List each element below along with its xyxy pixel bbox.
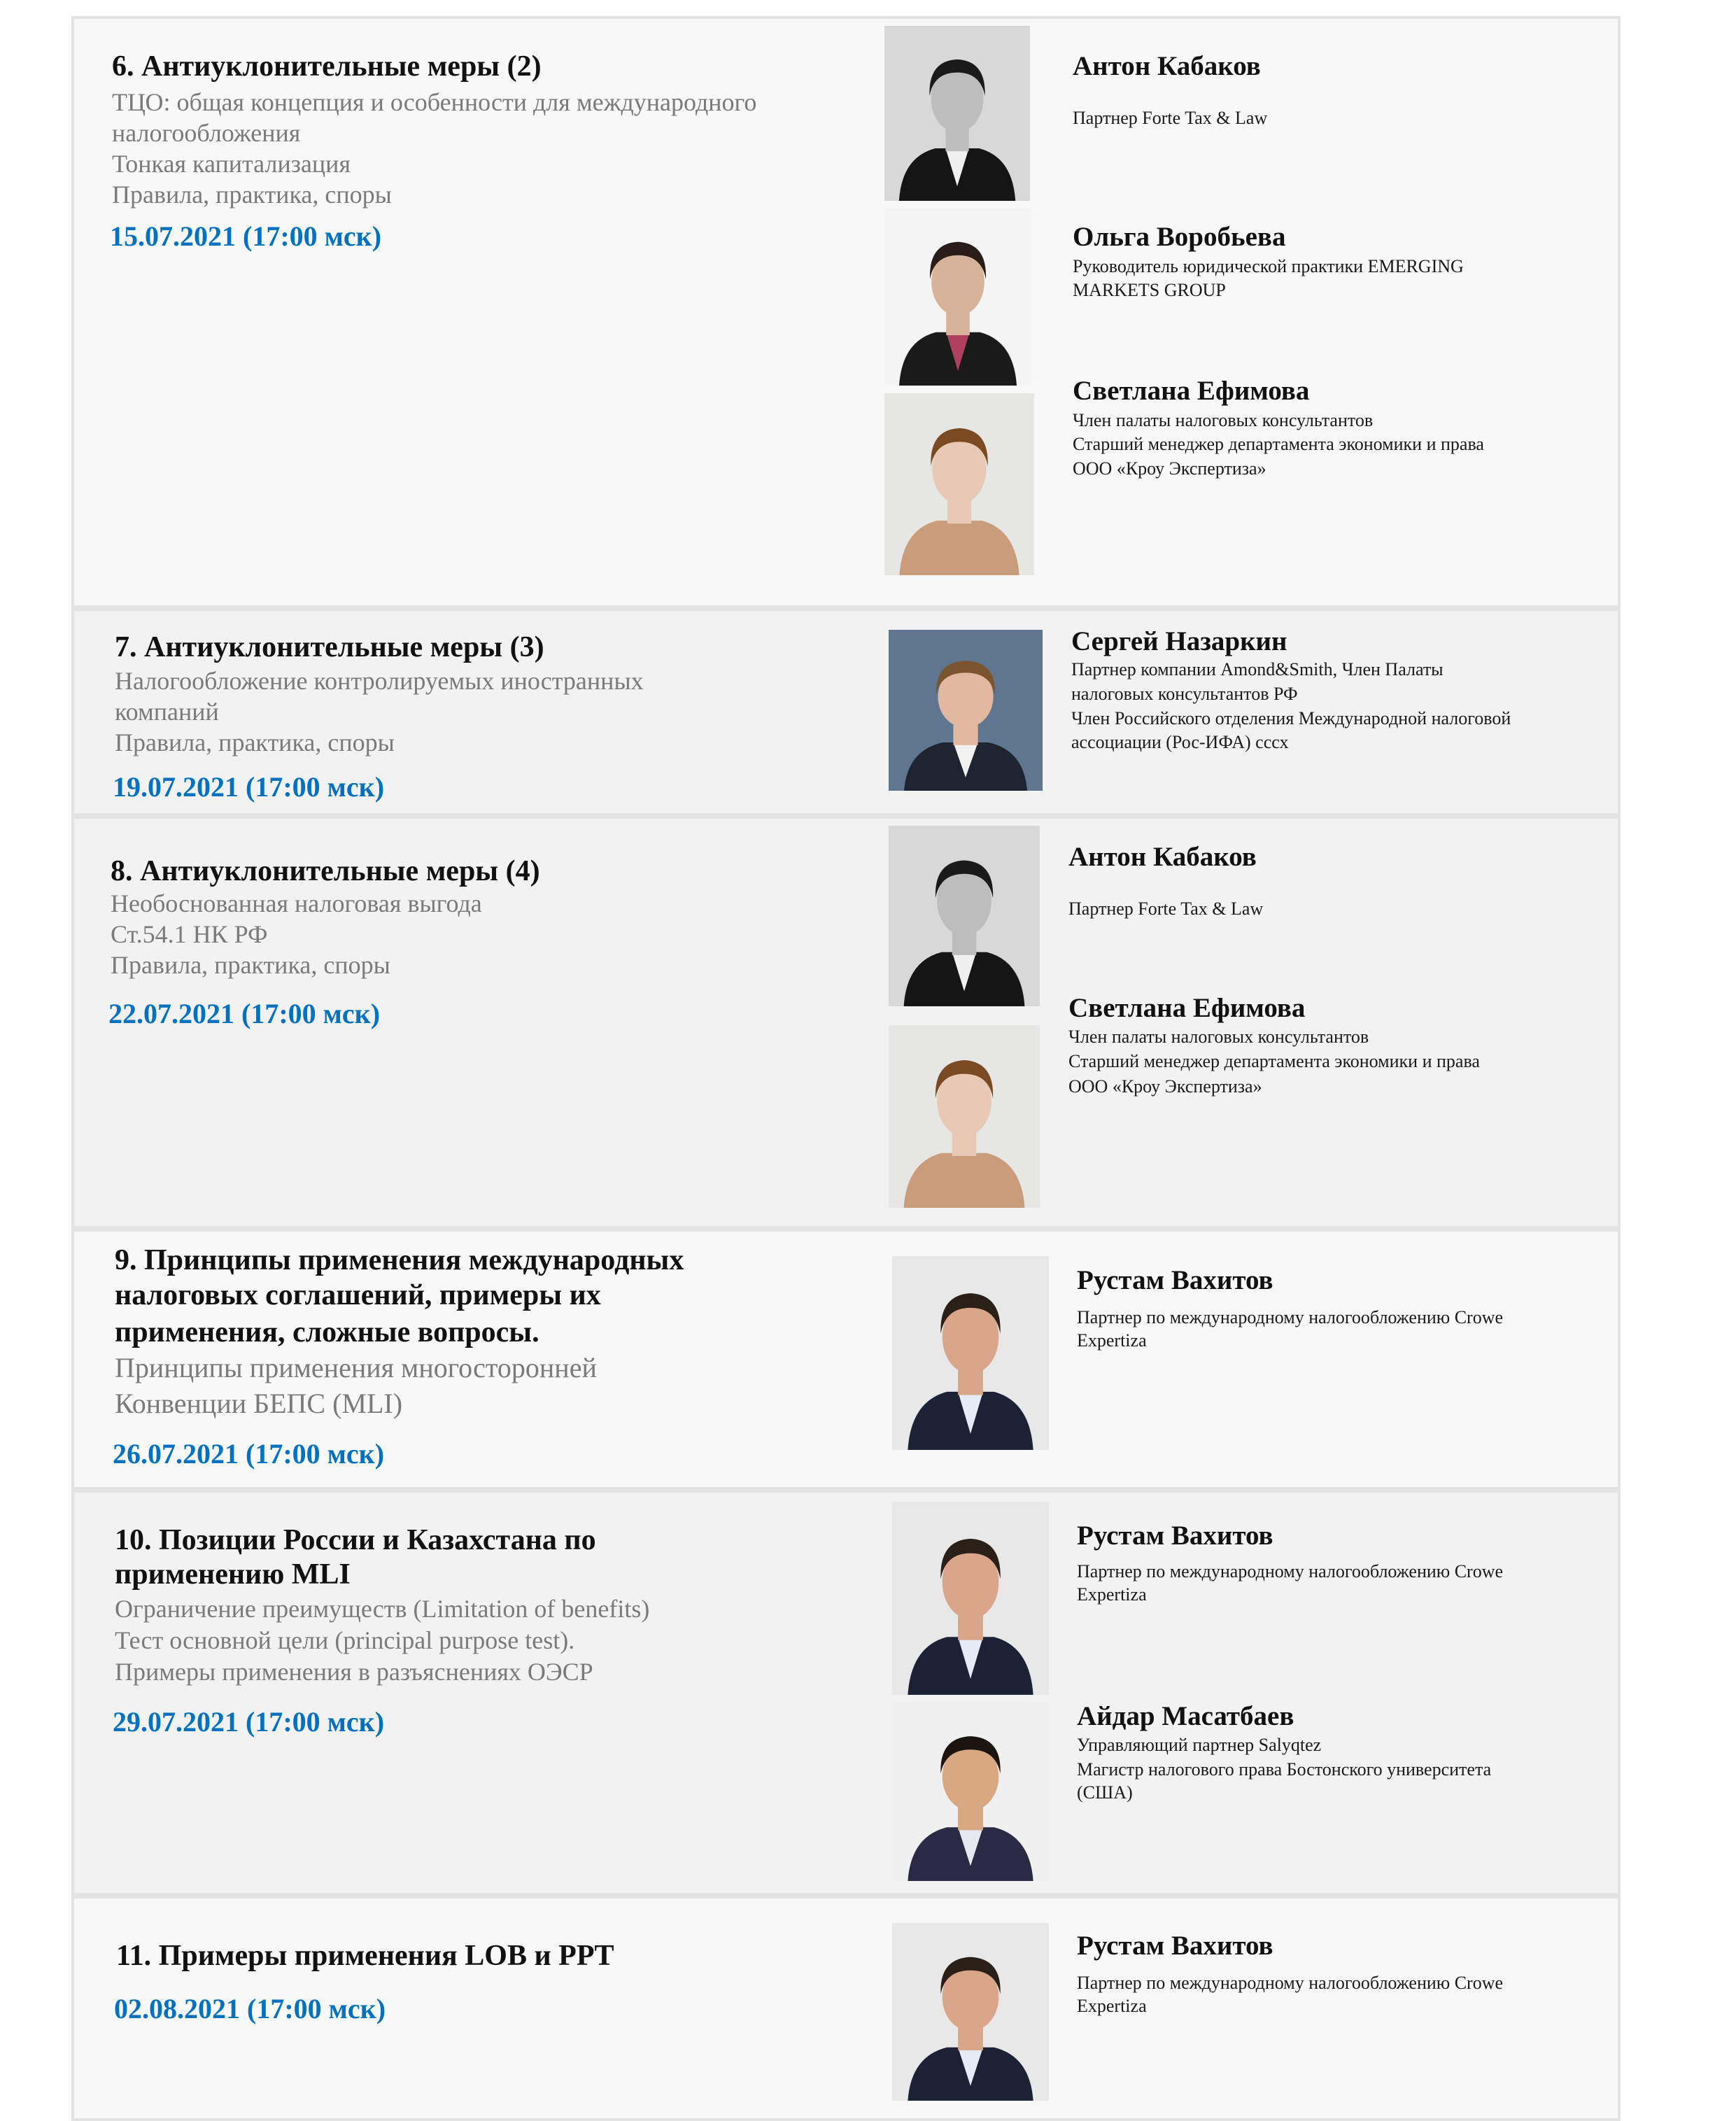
session-date: 19.07.2021 (17:00 мск) <box>113 771 385 803</box>
session-title: налоговых соглашений, примеры их <box>115 1279 601 1311</box>
session-date: 02.08.2021 (17:00 мск) <box>114 1993 386 2024</box>
session-subtitle: Принципы применения многосторонней <box>115 1352 597 1383</box>
session-date: 22.07.2021 (17:00 мск) <box>108 998 381 1029</box>
session-title: применения, сложные вопросы. <box>115 1316 539 1348</box>
speaker-role: Руководитель юридической практики EMERGING <box>1073 256 1464 276</box>
speaker-role: Партнер по международному налогообложению Crowe <box>1077 1973 1504 1993</box>
speaker-role: налоговых консультантов РФ <box>1071 684 1298 704</box>
speaker-role: Старший менеджер департамента экономики и права <box>1068 1051 1480 1071</box>
speaker-name: Светлана Ефимова <box>1073 376 1310 406</box>
session-title: 6. Антиуклонительные меры (2) <box>112 50 542 83</box>
session-subtitle: Примеры применения в разъяснениях ОЭСР <box>115 1658 593 1686</box>
session-subtitle: Необоснованная налоговая выгода <box>111 889 482 917</box>
speaker-photo <box>884 393 1034 575</box>
session-subtitle: Правила, практика, споры <box>112 181 392 209</box>
speaker-photo <box>889 826 1040 1006</box>
speaker-role: Партнер Forte Tax & Law <box>1073 108 1268 128</box>
speaker-role: Старший менеджер департамента экономики и права <box>1073 434 1484 454</box>
session-subtitle: Правила, практика, споры <box>115 728 395 756</box>
speaker-role: Партнер компании Amond&Smith, Член Палаты <box>1071 659 1444 679</box>
speaker-photo <box>889 630 1043 791</box>
session-date: 29.07.2021 (17:00 мск) <box>113 1706 385 1738</box>
speaker-role: Партнер по международному налогообложению Crowe <box>1077 1307 1504 1327</box>
speaker-name: Светлана Ефимова <box>1068 993 1306 1023</box>
speaker-photo <box>892 1702 1049 1881</box>
speaker-photo <box>884 26 1030 201</box>
speaker-role: Член палаты налоговых консультантов <box>1073 410 1374 430</box>
speaker-role: (США) <box>1077 1782 1133 1803</box>
session-subtitle: Конвенции БЕПС (MLI) <box>115 1388 403 1419</box>
speaker-role: Член Российского отделения Международной налоговой <box>1071 708 1511 728</box>
session-subtitle: Тест основной цели (principal purpose test). <box>115 1626 575 1654</box>
session-subtitle: Правила, практика, споры <box>111 951 390 979</box>
speaker-name: Антон Кабаков <box>1073 51 1261 81</box>
speaker-role: MARKETS GROUP <box>1073 280 1226 300</box>
speaker-photo <box>892 1256 1049 1450</box>
speaker-name: Сергей Назаркин <box>1071 626 1287 656</box>
speaker-role: Управляющий партнер Salyqtez <box>1077 1735 1322 1755</box>
speaker-name: Ольга Воробьева <box>1073 222 1286 252</box>
speaker-photo <box>884 208 1031 386</box>
speaker-name: Рустам Вахитов <box>1077 1931 1273 1961</box>
session-subtitle: Ст.54.1 НК РФ <box>111 920 268 948</box>
session-subtitle: Налогообложение контролируемых иностранных <box>115 667 644 695</box>
speaker-role: Член палаты налоговых консультантов <box>1068 1027 1369 1047</box>
speaker-role: Магистр налогового права Бостонского университета <box>1077 1759 1492 1780</box>
session-title: 11. Примеры применения LOB и PPT <box>116 1940 614 1972</box>
speaker-role: ассоциации (Рос-ИФА) сссх <box>1071 732 1289 752</box>
session-subtitle: компаний <box>115 698 219 726</box>
session-subtitle: Тонкая капитализация <box>112 150 351 178</box>
speaker-photo <box>892 1923 1049 2101</box>
speaker-photo <box>892 1502 1049 1695</box>
speaker-name: Рустам Вахитов <box>1077 1521 1273 1551</box>
session-title: применению MLI <box>115 1558 351 1591</box>
speaker-name: Антон Кабаков <box>1068 842 1257 872</box>
speaker-role: ООО «Кроу Экспертиза» <box>1068 1076 1262 1097</box>
session-title: 7. Антиуклонительные меры (3) <box>115 631 544 663</box>
speaker-name: Рустам Вахитов <box>1077 1265 1273 1295</box>
speaker-role: Expertiza <box>1077 1584 1147 1605</box>
speaker-name: Айдар Масатбаев <box>1077 1701 1294 1731</box>
speaker-role: ООО «Кроу Экспертиза» <box>1073 458 1266 479</box>
session-title: 8. Антиуклонительные меры (4) <box>111 855 540 887</box>
speaker-role: Партнер Forte Tax & Law <box>1068 899 1264 919</box>
session-subtitle: ТЦО: общая концепция и особенности для международного <box>112 88 757 116</box>
session-date: 26.07.2021 (17:00 мск) <box>113 1438 385 1470</box>
session-subtitle: налогообложения <box>112 119 301 147</box>
session-date: 15.07.2021 (17:00 мск) <box>110 220 382 252</box>
session-title: 10. Позиции России и Казахстана по <box>115 1524 596 1556</box>
speaker-role: Expertiza <box>1077 1330 1147 1351</box>
speaker-photo <box>889 1025 1040 1208</box>
session-title: 9. Принципы применения международных <box>115 1244 684 1276</box>
speaker-role: Expertiza <box>1077 1996 1147 2016</box>
session-subtitle: Ограничение преимуществ (Limitation of benefits) <box>115 1595 650 1623</box>
speaker-role: Партнер по международному налогообложению Crowe <box>1077 1561 1504 1581</box>
